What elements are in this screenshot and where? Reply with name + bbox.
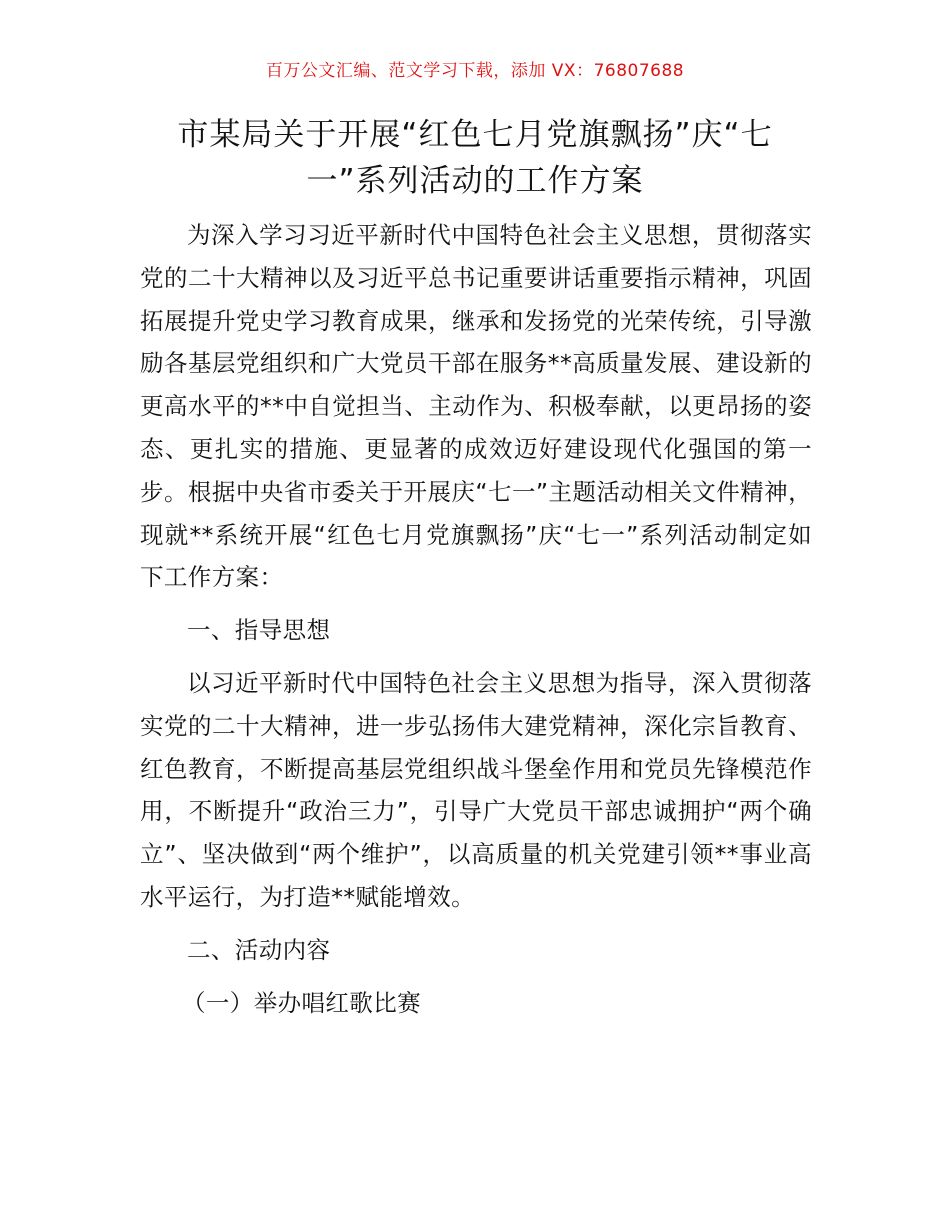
section-heading-guiding-ideology: 一、指导思想 <box>187 616 331 645</box>
header-note: 百万公文汇编、范文学习下载，添加 VX：76807688 <box>265 61 685 81</box>
document-body <box>140 214 812 1024</box>
guiding-ideology-paragraph: 以习近平新时代中国特色社会主义思想为指导，深入贯彻落实党的二十大精神，进一步弘扬伟大建党精神，深化宗旨教育、红色教育，不断提高基层党组织战斗堡垒作用和党员先锋模范作用，不断提升“政治三力”，引导广大党员干部忠诚拥护“两个确立”、坚决做到“两个维护”，以高质量的机关党建引领**事业高水平运行，为打造**赋能增效。 <box>140 668 812 911</box>
section-heading-activity-content: 二、活动内容 <box>187 935 331 964</box>
intro-paragraph: 为深入学习习近平新时代中国特色社会主义思想，贯彻落实党的二十大精神以及习近平总书记重要讲话重要指示精神，巩固拓展提升党史学习教育成果，继承和发扬党的光荣传统，引导激励各基层党组织和广大党员干部在服务**高质量发展、建设新的更高水平的**中自觉担当、主动作为、积极奉献，以更昂扬的姿态、更扎实的措施、更显著的成效迈好建设现代化强国的第一步。根据中央省市委关于开展庆“七一”主题活动相关文件精神，现就**系统开展“红色七月党旗飘扬”庆“七一”系列活动制定如下工作方案： <box>140 221 812 592</box>
document-title: 市某局关于开展“红色七月党旗飘扬”庆“七一”系列活动的工作方案 <box>177 117 773 199</box>
subsection-heading-red-song-contest: （一）举办唱红歌比赛 <box>182 988 421 1017</box>
